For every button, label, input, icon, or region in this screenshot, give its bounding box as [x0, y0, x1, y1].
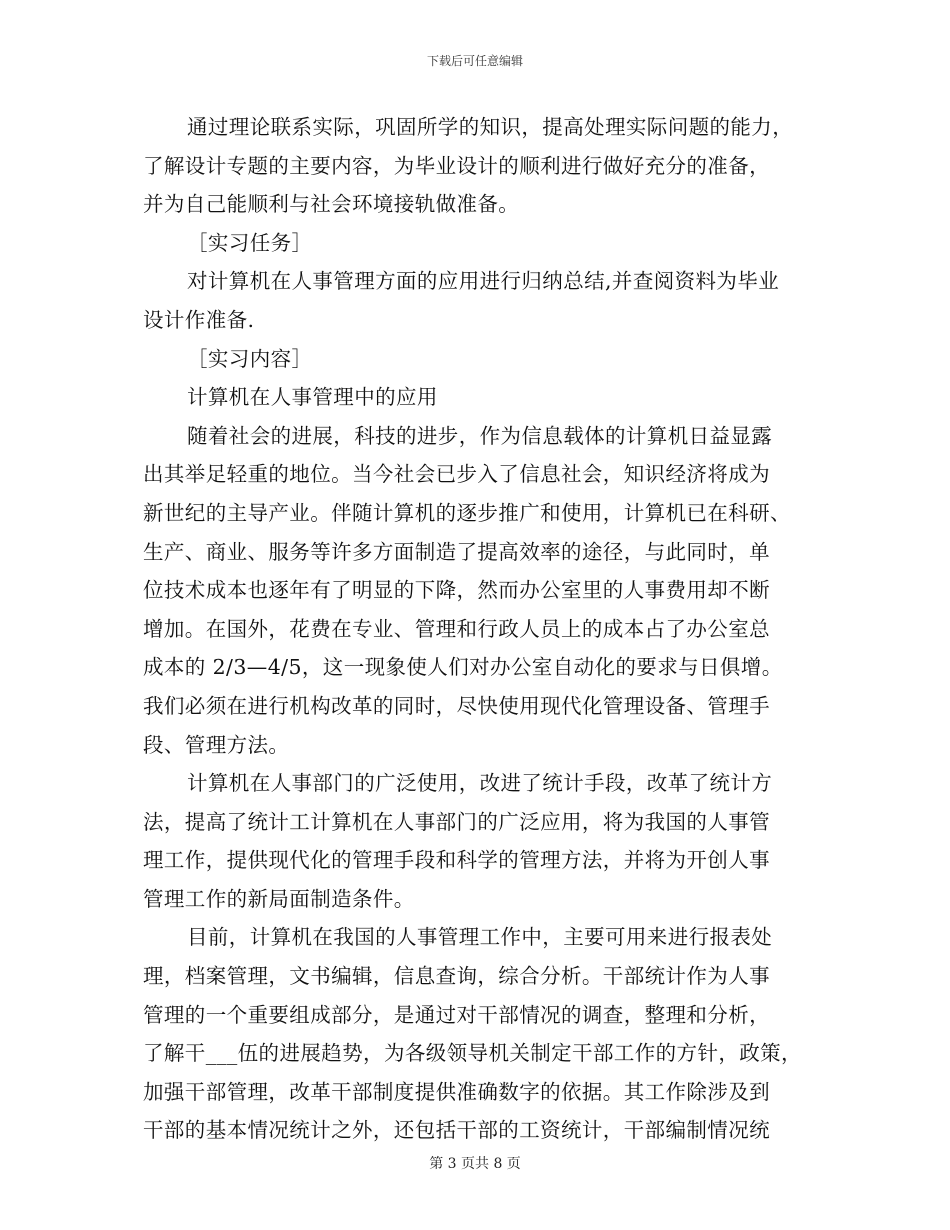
paragraph-line: 段、管理方法。: [143, 732, 290, 757]
paragraph-line: 对计算机在人事管理方面的应用进行归纳总结,并查阅资料为毕业: [187, 269, 780, 294]
paragraph-line: 管理工作的新局面制造条件。: [143, 886, 415, 911]
document-body: [143, 108, 823, 1150]
paragraph-line: 理工作，提供现代化的管理手段和科学的管理方法，并将为开创人事: [143, 848, 770, 873]
paragraph-line: 加强干部管理，改革干部制度提供准确数字的依据。其工作除涉及到: [143, 1079, 770, 1104]
page-number: 第 3 页共 8 页: [429, 1156, 521, 1172]
paragraph-line: 管理的一个重要组成部分，是通过对干部情况的调查，整理和分析，: [143, 1002, 770, 1027]
paragraph-line: 并为自己能顺利与社会环境接轨做准备。: [143, 192, 520, 217]
paragraph-line: 了解干___伍的进展趋势，为各级领导机关制定干部工作的方针，政策，: [143, 1041, 802, 1066]
paragraph-line: 出其举足轻重的地位。当今社会已步入了信息社会，知识经济将成为: [143, 462, 770, 487]
paragraph-line: 理，档案管理，文书编辑，信息查询，综合分析。干部统计作为人事: [143, 964, 770, 989]
paragraph-line: 位技术成本也逐年有了明显的下降，然而办公室里的人事费用却不断: [143, 578, 770, 603]
header-note: 下载后可任意编辑: [426, 54, 523, 68]
paragraph-line: 生产、商业、服务等许多方面制造了提高效率的途径，与此同时，单: [143, 539, 770, 564]
paragraph-line: 目前，计算机在我国的人事管理工作中，主要可用来进行报表处: [187, 925, 773, 950]
section-heading-task: ［实习任务］: [187, 230, 313, 255]
paragraph-line: 计算机在人事部门的广泛使用，改进了统计手段，改革了统计方: [187, 771, 773, 796]
paragraph-line: 了解设计专题的主要内容，为毕业设计的顺利进行做好充分的准备，: [143, 153, 770, 178]
paragraph-line: 设计作准备.: [143, 307, 255, 332]
paragraph-line: 干部的基本情况统计之外，还包括干部的工资统计，干部编制情况统: [143, 1118, 770, 1143]
subsection-title: 计算机在人事管理中的应用: [187, 385, 438, 410]
section-heading-content: ［实习内容］: [187, 346, 313, 371]
paragraph-line: 增加。在国外，花费在专业、管理和行政人员上的成本占了办公室总: [143, 616, 770, 641]
paragraph-line: 法，提高了统计工计算机在人事部门的广泛应用，将为我国的人事管: [143, 809, 770, 834]
paragraph-line: 我们必须在进行机构改革的同时，尽快使用现代化管理设备、管理手: [143, 693, 770, 718]
paragraph-line: 成本的 2/3—4/5，这一现象使人们对办公室自动化的要求与日俱增。: [143, 655, 783, 680]
paragraph-line: 新世纪的主导产业。伴随计算机的逐步推广和使用，计算机已在科研、: [143, 500, 791, 525]
paragraph-line: 通过理论联系实际，巩固所学的知识，提高处理实际问题的能力，: [187, 115, 794, 139]
paragraph-line: 随着社会的进展，科技的进步，作为信息载体的计算机日益显露: [187, 423, 773, 448]
